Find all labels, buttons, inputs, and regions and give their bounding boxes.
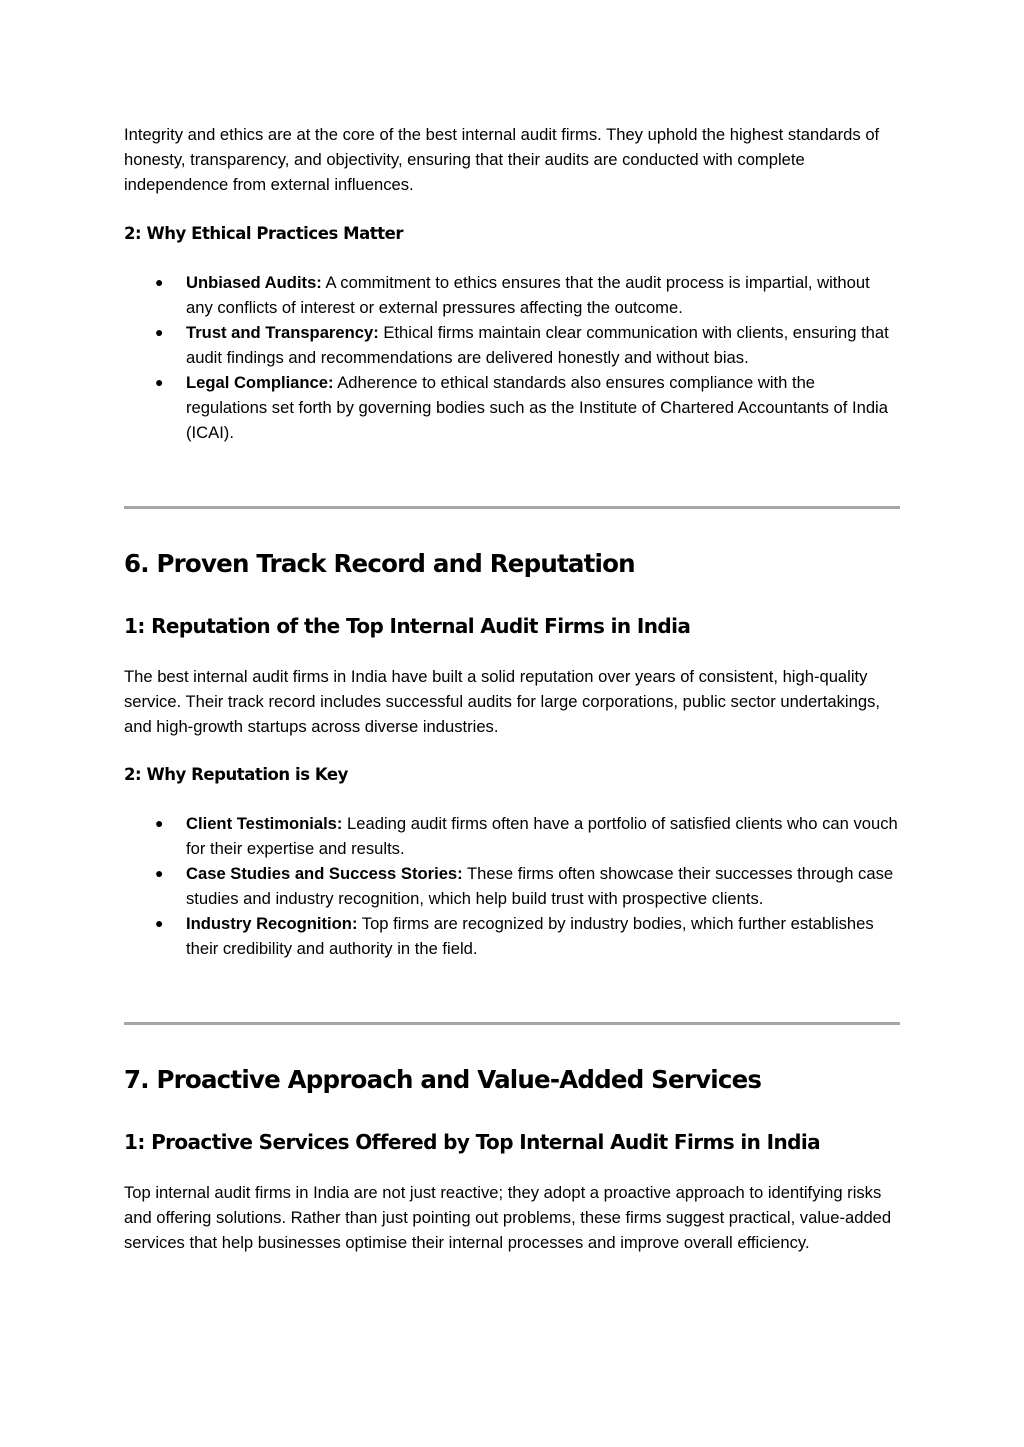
section-6-subheading-2: 2: Why Reputation is Key: [124, 765, 348, 784]
bullet-icon: ●: [155, 865, 164, 881]
section-7-subheading: 1: Proactive Services Offered by Top Internal Audit Firms in India: [124, 1130, 821, 1154]
list-item-text: Top firms are recognized by industry bodies, which further establishes their credibility and authority in the field.: [186, 914, 874, 958]
bullet-icon: ●: [155, 324, 164, 340]
bullet-icon: ●: [155, 374, 164, 390]
section-6-title: 6. Proven Track Record and Reputation: [124, 549, 635, 578]
list-item-title: Unbiased Audits:: [186, 273, 322, 292]
bullet-icon: ●: [155, 274, 164, 290]
list-item: [124, 270, 900, 320]
ethics-subheading: 2: Why Ethical Practices Matter: [124, 224, 404, 243]
list-item-title: Case Studies and Success Stories:: [186, 864, 463, 883]
list-item: [124, 911, 900, 961]
list-item: [124, 320, 900, 370]
section-7-paragraph: Top internal audit firms in India are not just reactive; they adopt a proactive approach to identifying risks and offering solutions. Rather than just pointing out problems, these firms suggest practical, value-added services that help businesses optimise their internal processes and improve overall efficiency.: [124, 1183, 892, 1252]
list-item-text: Leading audit firms often have a portfolio of satisfied clients who can vouch for their expertise and results.: [186, 814, 898, 858]
list-item-text: Adherence to ethical standards also ensures compliance with the regulations set forth by governing bodies such as the Institute of Chartered Accountants of India (ICAI).: [186, 373, 888, 442]
reputation-list: [124, 811, 900, 961]
ethics-list: [124, 270, 900, 445]
list-item-text: These firms often showcase their successes through case studies and industry recognition, which help build trust with prospective clients.: [186, 864, 894, 908]
section-7-title: 7. Proactive Approach and Value-Added Services: [124, 1065, 762, 1094]
bullet-icon: ●: [155, 815, 164, 831]
section-6-paragraph: The best internal audit firms in India have built a solid reputation over years of consistent, high-quality service. Their track record includes successful audits for large corporations, public sector undertakings, and high-growth startups across diverse industries.: [124, 667, 880, 736]
list-item-title: Client Testimonials:: [186, 814, 343, 833]
list-item-text: A commitment to ethics ensures that the audit process is impartial, without any conflicts of interest or external pressures affecting the outcome.: [186, 273, 870, 317]
list-item-title: Trust and Transparency:: [186, 323, 379, 342]
section-divider: [124, 506, 900, 509]
list-item: [124, 370, 900, 445]
list-item-text: Ethical firms maintain clear communication with clients, ensuring that audit findings and recommendations are delivered honestly and without bias.: [186, 323, 889, 367]
list-item: [124, 861, 900, 911]
list-item: [124, 811, 900, 861]
section-6-subheading: 1: Reputation of the Top Internal Audit Firms in India: [124, 614, 691, 638]
bullet-icon: ●: [155, 915, 164, 931]
list-item-title: Legal Compliance:: [186, 373, 334, 392]
section-divider: [124, 1022, 900, 1025]
intro-paragraph: Integrity and ethics are at the core of the best internal audit firms. They uphold the highest standards of honesty, transparency, and objectivity, ensuring that their audits are conducted with complete independence from external influences.: [124, 125, 880, 194]
list-item-title: Industry Recognition:: [186, 914, 358, 933]
